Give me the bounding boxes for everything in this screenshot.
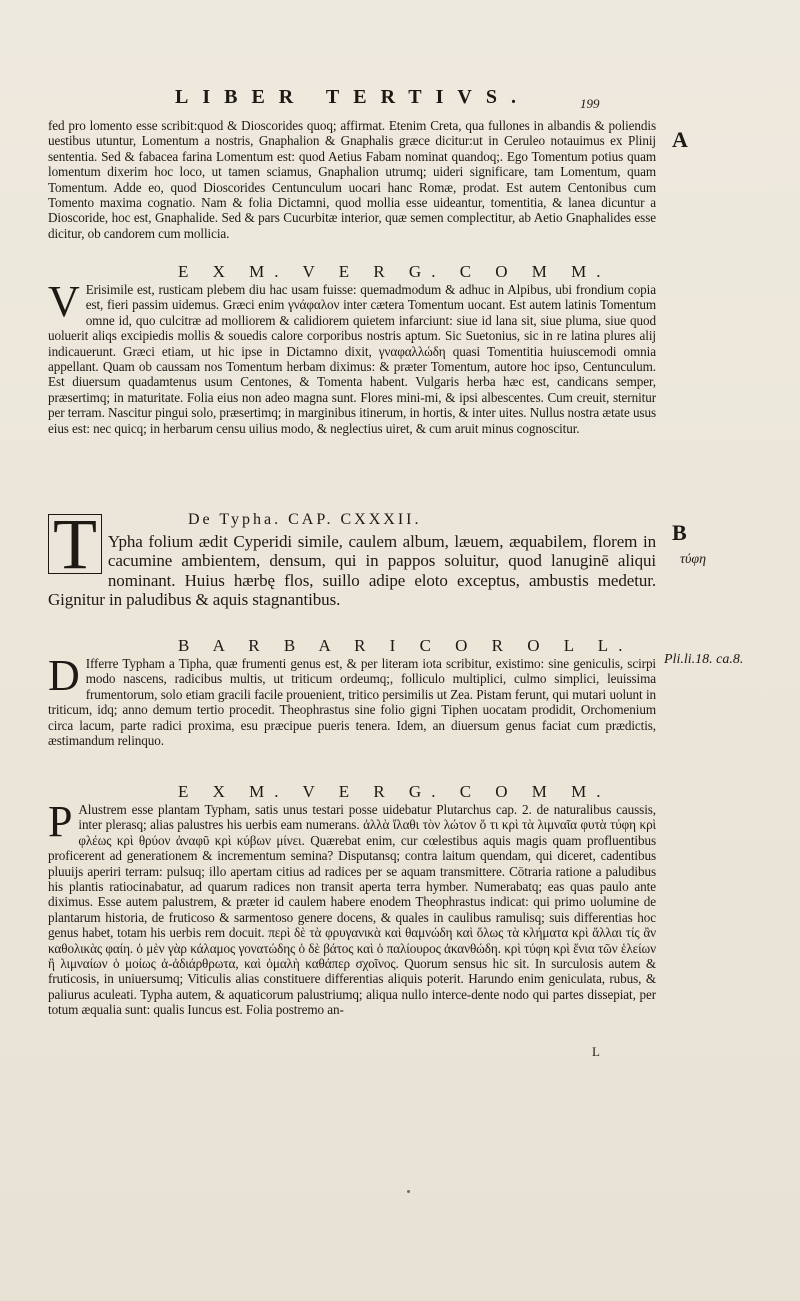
margin-greek-typha: τύφη [680, 552, 707, 567]
drop-cap: P [48, 797, 73, 846]
section-barbari-coroll [48, 636, 656, 778]
paragraph-text: Ifferre Typham a Tipha, quæ frumenti genus est, & per literam iota scribitur, existimo: sine geniculis, scirpi modo nascens, radicibus multis, ut triticum ordeumq;, folliculo multiplici, culmo simplici, leuissima frumentorum, solo etiam gracili facile prouenient, tritico persimilis ut Zea. Pistam ferunt, qui mutari uolunt in triticum, idq; anno demum tertio procedit. Theophrastus sine folio gigni Tiphen uocatam prodidit, Orchomenium circa lacum, parte radici proxima, esu præcipue pueris tenera. Idem, an diuersum genus faciat cum prædictis, æstimandum relinquo. [48, 656, 656, 749]
margin-reference-pliny: Pli.li.18. ca.8. [664, 652, 744, 667]
section-heading: B A R B A R I C O R O L L. [178, 636, 633, 655]
paragraph-text: Ypha folium ædit Cyperidi simile, caulem album, læuem, æquabilem, florem in cacumine ambientem, densum, qui in pappos soluitur, quod lanuginē aliqui nominant. Huius hærbę flos, suillo adipe eloto exceptus, ambustis medetur. Gignitur in paludibus & aquis stagnantibus. [48, 531, 656, 609]
paper-speck [407, 1190, 410, 1193]
running-head: LIBER TERTIVS. [175, 86, 530, 108]
section-heading: E X M. V E R G. C O M M. [178, 782, 611, 801]
page-number: 199 [580, 96, 600, 111]
paragraph-text: Alustrem esse plantam Typham, satis unus testari posse uidebatur Plutarchus cap. 2. de naturalibus caussis, inter plerasq; alias palustres his uerbis eam numerans. ἀλλὰ ἴλαθι τὸν λώτον ὅ τι κρὶ τὰ λιμναῖα φυτὰ τύφη κρὶ φλέως κρὶ θρύον ἀναφῦ κρὶ κύβων μίνει. Quærebat enim, cur cœlestibus aquis magis quam profluentibus proficerent ad generationem & incrementum semina? Disputansq; contra laitum quendam, qui diceret, cadentibus pluuijs aperiri terram: pulsuq; illo apertam citius ad radices per se aquam transmittere. Cōtraria ratione a paludibus his plantis ratiocinabatur, ad quarum radices non transit aperta terra hymber. Numerabatq; eas quas paulo ante diximus. Esse autem palustrem, & præter id caulem habere enodem Theophrastus indicat: qui primo uolumine de plantarum historia, de fruticoso & sarmentoso genere docens, & quales in caulibus ramulisq; suis differentias hoc genus habet, totam his uerbis rem docuit. περὶ δὲ τὰ φρυγανικὰ καὶ θαμνώδη καὶ ὅλως τὰ κλήματα κρὶ ἄλλαι τίς ἂν καθολικὰς φαίη. ὁ μὲν γὰρ κάλαμος γονατώδης ὁ δὲ βάτος καὶ ὁ παλίουρος ἀκανθώδη. κρὶ τύφη κρὶ ἔνια τῶν ἑλείων ἢ λιμναίων ὁ μοίως ἀ-ἀδιάρθρωτα, καὶ ὁμαλὴ καθάπερ σχοῖνος. Quorum sensus hic sit. In surculosis autem & fruticosis, in uniuersumq; Viticulis alias constituere differentias aliquis poterit. Harundo enim geniculata, rubus, & paliurus aculeati. Typha autem, & aquaticorum palustriumq; aliqua nullo interce-dente nodo qui partes dissepiat, per totum æqualia sunt: qualis Iuncus est. Folia postremo an- [48, 802, 656, 1018]
catchword: L [592, 1044, 600, 1059]
section-heading: E X M. V E R G. C O M M. [178, 262, 611, 281]
chapter-de-typha [48, 510, 656, 622]
paragraph-lomentum [48, 118, 656, 258]
margin-letter-b: B [672, 520, 687, 545]
chapter-title: De Typha. CAP. CXXXII. [188, 511, 422, 528]
section-verg-comm-2 [48, 782, 656, 1044]
drop-cap: D [48, 651, 80, 700]
drop-cap: T [48, 514, 102, 574]
section-verg-comm-1 [48, 262, 656, 486]
paragraph-text: fed pro lomento esse scribit:quod & Dioscorides quoq; affirmat. Etenim Creta, qua fullones in albandis & poliendis uestibus utuntur, Lomentum a nostris, Gnaphalion & Gnaphalis græce dicitur:ut in Ceruleo notauimus ex Plinij sententia. Sed & fabacea farina Lomentum est: quod Aetius Fabam nominat quandoq;. Ego Tomentum potius quam lomentum dixerim hoc loco, ut tamen sciamus, Gnaphalion utrumq; uideri significare, tam Lomentum, quam Tomentum. Adde eo, quod Dioscorides Centunculum uocari hanc Romæ, prodat. Est autem Centonibus cum Tomento maxima cognatio. Nam & folia Dictamni, quod mollia esse uideantur, tomentitia, & lanea dicuntur a Dioscoride, hoc est, Gnaphalide. Sed & pars Cucurbitæ interior, quæ semen complectitur, ab Aetio Gnaphalides esse dicitur, ob candorem cum mollicia. [48, 118, 656, 241]
paragraph-text: Erisimile est, rusticam plebem diu hac usam fuisse: quemadmodum & adhuc in Alpibus, ubi frondium copia est, fieri passim uidemus. Græci enim γνάφαλον inter cætera Tomentum uocant. Est autem latinis Tomentum omne id, quo culcitræ ad molliorem & calidiorem quietem infarciunt: siue id lana sit, siue pluma, siue quod uoluerit aliqs excipiedis mollis & souedis calore corporibus nostris aptum. Sic Suetonius, sic in re latina plures alij indicauerunt. Græci etiam, ut hic ipse in Dictamno dixit, γναφαλλώδη quasi Tomentitia huiuscemodi omnia appellant. Quam ob caussam nos Tomentum herbam diximus: & præter Tomentum, autore hoc ipso, Centunculum. Est diuersum quadamtenus usum Centones, & Tomenta habent. Vulgaris herba hæc est, candicans semper, præsertimq; in maturitate. Folia eius non adeo magna sunt. Flores mini-mi, & ipsi albescentes. Cum creuit, sternitur per terram. Nascitur pingui solo, præsertimq; in marginibus itinerum, in hortis, & inter uites. Nullus nostra ætate usus eius est: nec quicq; in herbarum censu uilius modo, & neglectius uiret, & cum aruit minus cognoscitur. [48, 282, 656, 436]
margin-letter-a: A [672, 127, 688, 152]
drop-cap: V [48, 277, 80, 326]
